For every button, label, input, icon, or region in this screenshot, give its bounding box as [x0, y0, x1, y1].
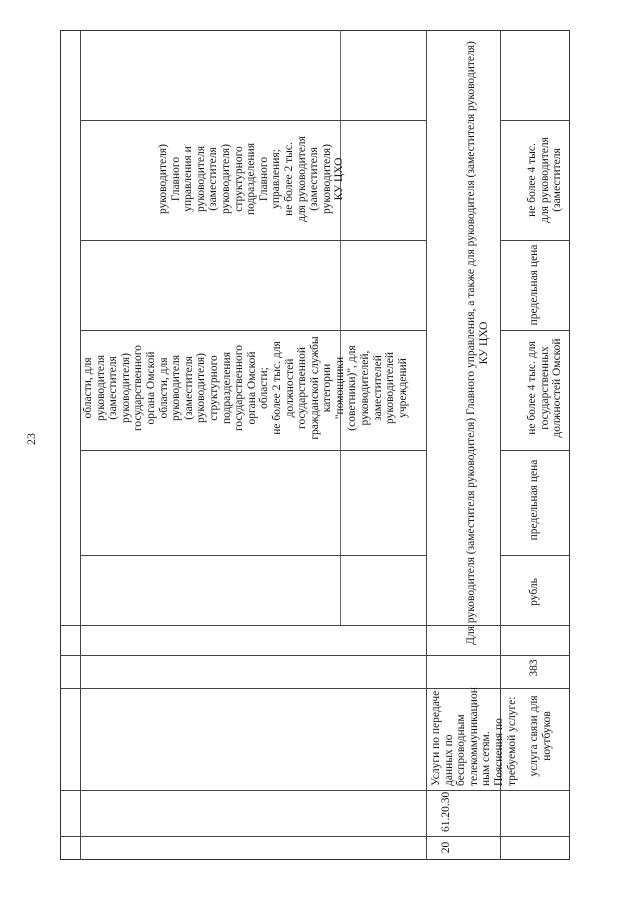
- value-right: не более 4 тыс. для руководителя (заместителя: [526, 137, 564, 223]
- characteristic: предельная цена: [528, 459, 540, 541]
- column-divider: [60, 836, 570, 837]
- hdr-line: [80, 555, 426, 556]
- row-divider: [80, 30, 81, 860]
- column-divider: [60, 625, 570, 626]
- value-gov: не более 4 тыс. для государственных должностей Омской: [526, 338, 564, 438]
- hdr-line: [80, 450, 426, 451]
- hdr-line: [80, 240, 426, 241]
- section-header: Для руководителя (заместителя руководителя) Главного управления, а также для руководителя (заместителя руководителя) КУ ЦХО: [465, 41, 490, 645]
- unit-name: рубль: [528, 578, 540, 606]
- hdr-line: [80, 120, 426, 121]
- hdr-line: [500, 120, 570, 121]
- restriction-text-right: руководителя) Главного управления и руководителя (заместителя руководителя) структурного подразделения Главного управления; не более 2 тыс. для руководителя (заместителя руководителя) КУ ЦХО: [157, 136, 346, 222]
- hdr-line: [500, 555, 570, 556]
- sub-service-name: услуга связи для ноутбуков: [528, 695, 553, 777]
- restriction-text: области, для руководителя (заместителя руководителя) государственного органа Омской области, для руководителя (заместителя руководителя) структурного подразделения государственного органа Омской области; не более 2 тыс. для должностей государственной гражданской службы категории "помощники (советники)", для руководителей, заместителей руководителей учреждений: [82, 336, 409, 440]
- column-divider: [60, 790, 570, 791]
- okpd-code: 61.20.30: [440, 791, 452, 832]
- column-divider: [60, 655, 570, 656]
- row-index: 20: [440, 841, 452, 854]
- cell-divider: [426, 30, 427, 625]
- service-name: Услуги по передаче данных по беспроводным телекоммуникацион ным сетям. Пояснения по требуемой услуге:: [430, 687, 518, 786]
- characteristic-right: предельная цена: [528, 244, 540, 326]
- okei-code: 383: [528, 659, 540, 677]
- page-number: 23: [24, 433, 38, 445]
